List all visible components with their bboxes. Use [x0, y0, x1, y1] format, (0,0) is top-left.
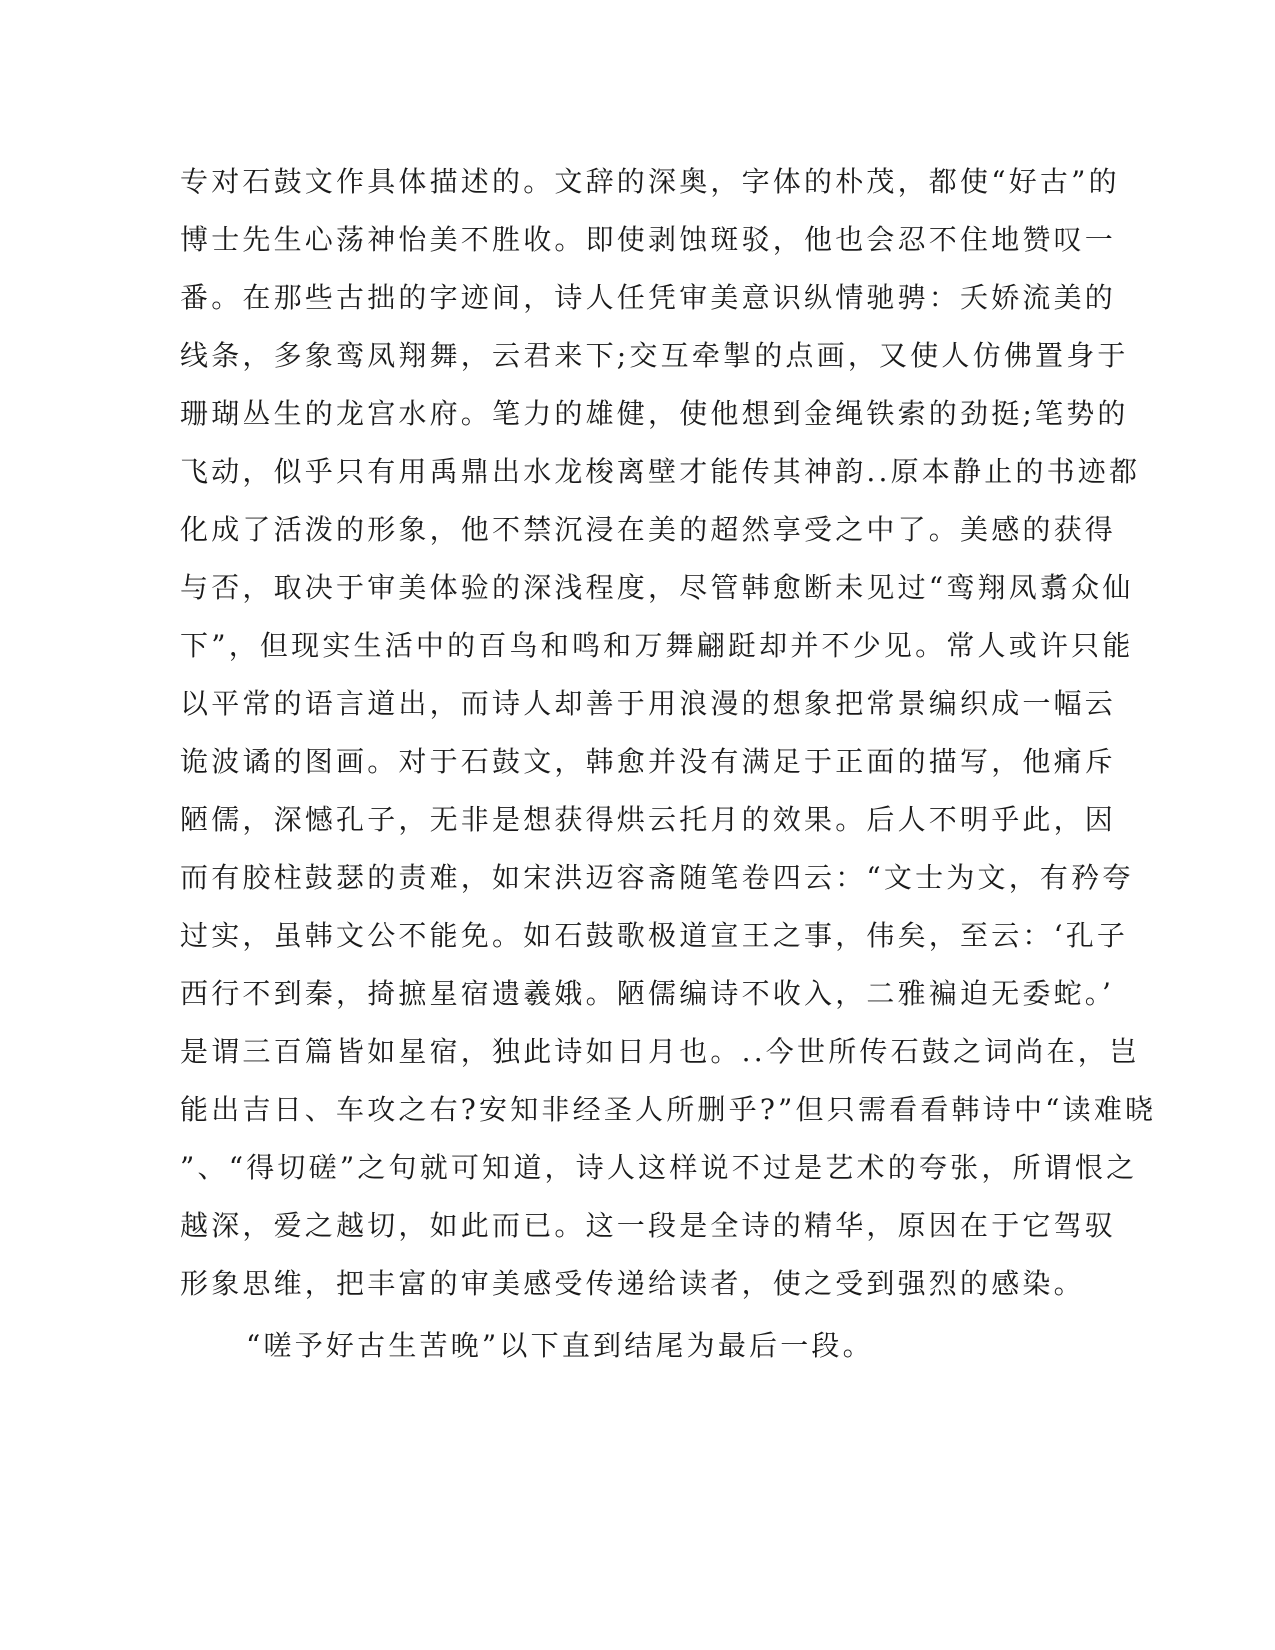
text-line: 番。在那些古拙的字迹间，诗人任凭审美意识纵情驰骋：夭娇流美的 [180, 281, 1117, 314]
text-line: 是谓三百篇皆如星宿，独此诗如日月也。..今世所传石鼓之词尚在，岂 [180, 1035, 1141, 1068]
text-line: “嗟予好古生苦晚”以下直到结尾为最后一段。 [246, 1329, 874, 1362]
text-line: 以平常的语言道出，而诗人却善于用浪漫的想象把常景编织成一幅云 [180, 687, 1117, 720]
text-line: 下”，但现实生活中的百鸟和鸣和万舞翩跹却并不少见。常人或许只能 [180, 629, 1134, 662]
text-line: 珊瑚丛生的龙宫水府。笔力的雄健，使他想到金绳铁索的劲挺;笔势的 [180, 397, 1129, 430]
text-line: 越深，爱之越切，如此而已。这一段是全诗的精华，原因在于它驾驭 [180, 1209, 1117, 1242]
text-line: 线条，多象鸾凤翔舞，云君来下;交互牵掣的点画，又使人仿佛置身于 [180, 339, 1129, 372]
body-text [180, 156, 1157, 1378]
text-line: 过实，虽韩文公不能免。如石鼓歌极道宣王之事，伟矣，至云：‘孔子 [180, 919, 1129, 952]
text-line: 化成了活泼的形象，他不禁沉浸在美的超然享受之中了。美感的获得 [180, 513, 1117, 546]
text-line: 诡波谲的图画。对于石鼓文，韩愈并没有满足于正面的描写，他痛斥 [180, 745, 1117, 778]
text-line: 而有胶柱鼓瑟的责难，如宋洪迈容斋随笔卷四云：“文士为文，有矜夸 [180, 861, 1134, 894]
text-line: 博士先生心荡神怡美不胜收。即使剥蚀斑驳，他也会忍不住地赞叹一 [180, 223, 1117, 256]
text-line: 与否，取决于审美体验的深浅程度，尽管韩愈断未见过“鸾翔凤翥众仙 [180, 571, 1134, 604]
text-line: 飞动，似乎只有用禹鼎出水龙梭离壁才能传其神韵..原本静止的书迹都 [180, 455, 1141, 488]
paragraph-2 [180, 1320, 1060, 1378]
paragraph-1 [180, 156, 1157, 1316]
text-line: 形象思维，把丰富的审美感受传递给读者，使之受到强烈的感染。 [180, 1267, 1085, 1300]
text-line: 能出吉日、车攻之右?安知非经圣人所删乎?”但只需看看韩诗中“读难晓 [180, 1093, 1157, 1126]
text-line: ”、“得切磋”之句就可知道，诗人这样说不过是艺术的夸张，所谓恨之 [180, 1151, 1138, 1184]
text-line: 西行不到秦，掎摭星宿遗羲娥。陋儒编诗不收入，二雅褊迫无委蛇。’ [180, 977, 1115, 1010]
text-line: 陋儒，深憾孔子，无非是想获得烘云托月的效果。后人不明乎此，因 [180, 803, 1117, 836]
text-line: 专对石鼓文作具体描述的。文辞的深奥，字体的朴茂，都使“好古”的 [180, 165, 1120, 198]
